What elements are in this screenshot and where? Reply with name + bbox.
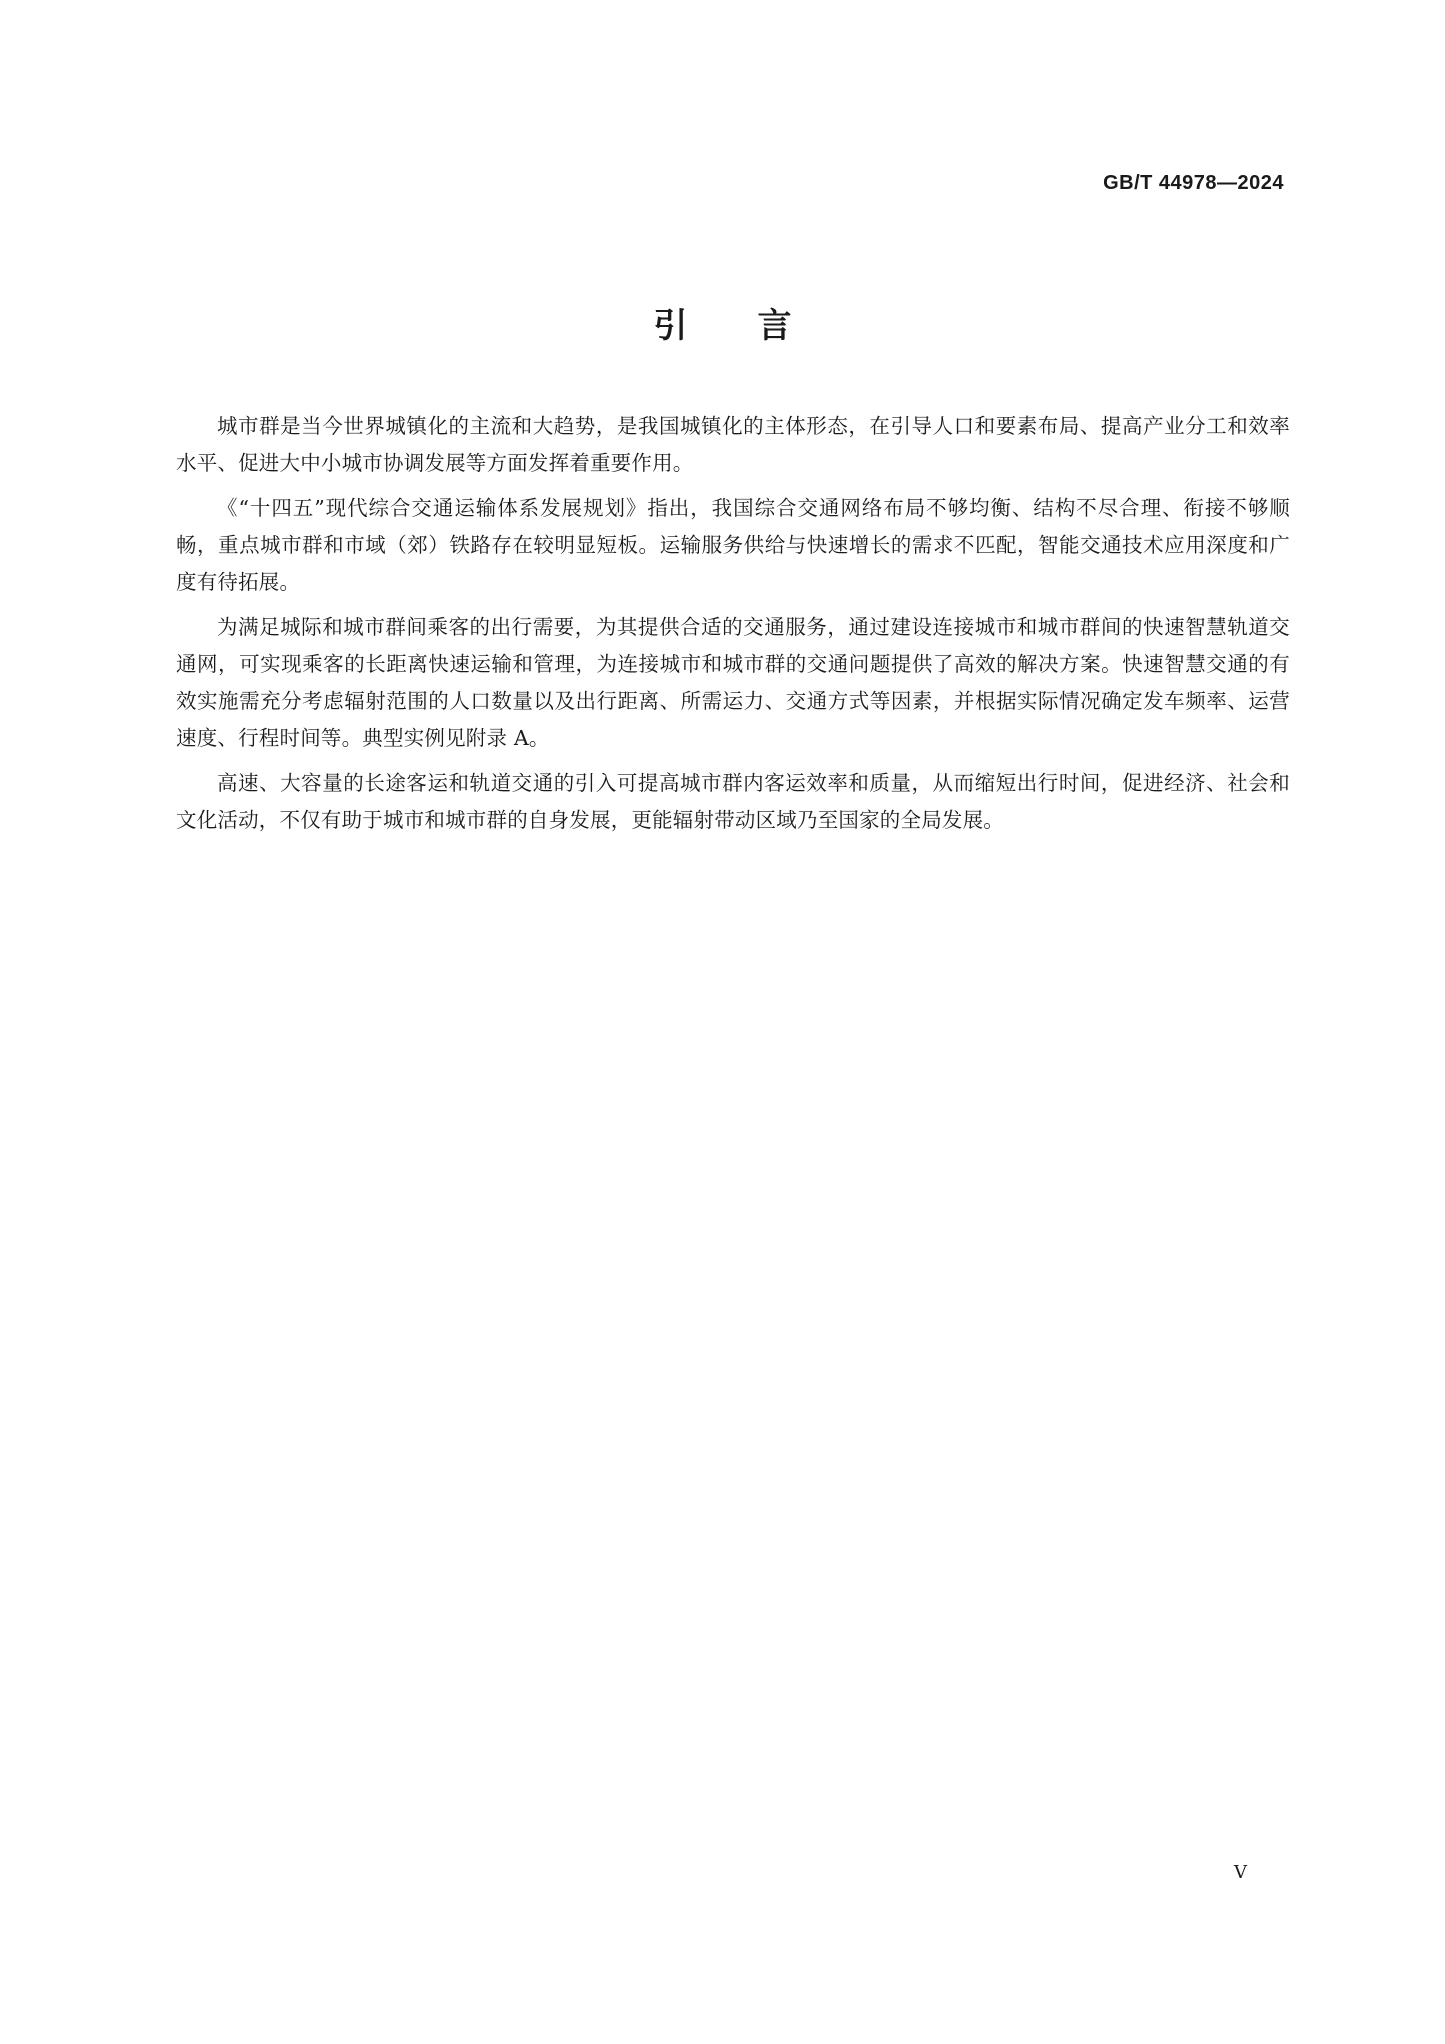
page-title: 引言 [653, 306, 862, 346]
paragraph-1: 城市群是当今世界城镇化的主流和大趋势，是我国城镇化的主体形态，在引导人口和要素布局、提高产业分工和效率水平、促进大中小城市协调发展等方面发挥着重要作用。 [176, 414, 1290, 475]
page-number: V [1234, 1862, 1247, 1883]
paragraph-2: 《“十四五”现代综合交通运输体系发展规划》指出，我国综合交通网络布局不够均衡、结构不尽合理、衔接不够顺畅，重点城市群和市域（郊）铁路存在较明显短板。运输服务供给与快速增长的需求不匹配，智能交通技术应用深度和广度有待拓展。 [176, 496, 1290, 594]
paragraph-3: 为满足城际和城市群间乘客的出行需要，为其提供合适的交通服务，通过建设连接城市和城市群间的快速智慧轨道交通网，可实现乘客的长距离快速运输和管理，为连接城市和城市群的交通问题提供了高效的解决方案。快速智慧交通的有效实施需充分考虑辐射范围的人口数量以及出行距离、所需运力、交通方式等因素，并根据实际情况确定发车频率、运营速度、行程时间等。典型实例见附录 A。 [176, 615, 1290, 750]
paragraph-4: 高速、大容量的长途客运和轨道交通的引入可提高城市群内客运效率和质量，从而缩短出行时间，促进经济、社会和文化活动，不仅有助于城市和城市群的自身发展，更能辐射带动区域乃至国家的全局发展。 [176, 771, 1290, 832]
document-body [176, 408, 1290, 847]
standard-number: GB/T 44978—2024 [1103, 172, 1284, 194]
